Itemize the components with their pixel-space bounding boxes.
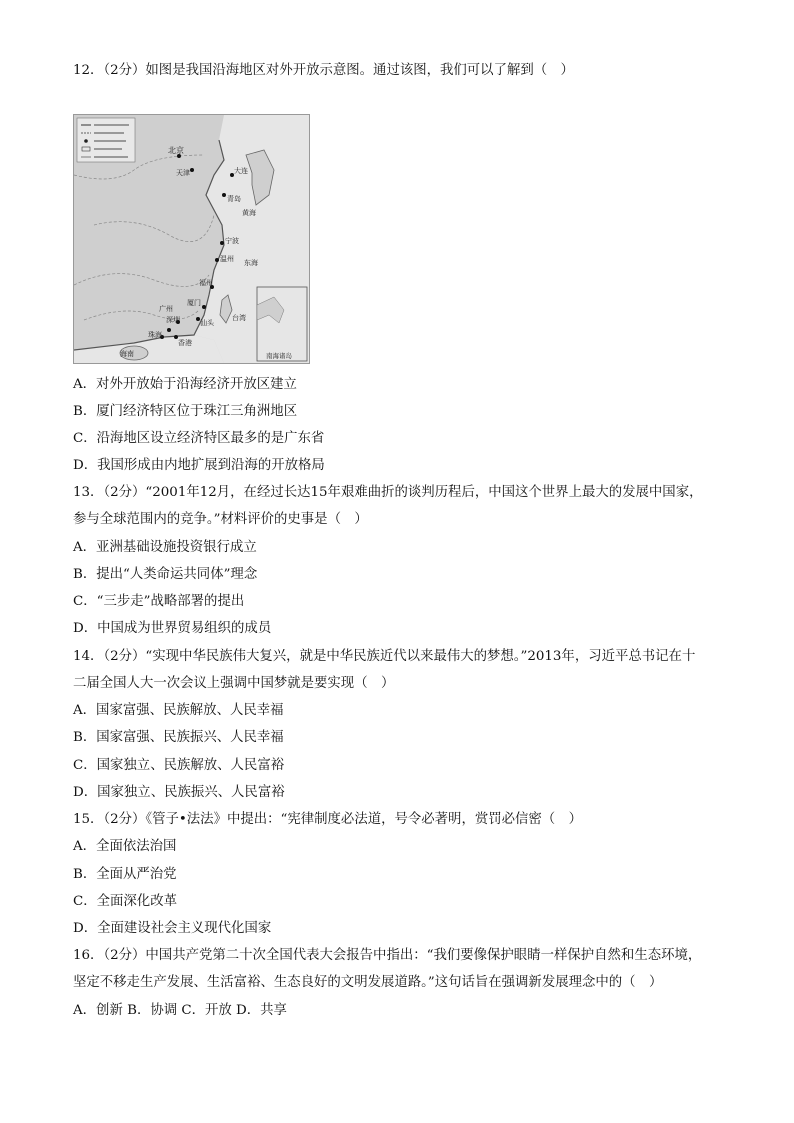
q14-option-c: C．国家独立、民族解放、人民富裕 <box>73 758 285 773</box>
city-label-hongkong: 香港 <box>178 339 192 347</box>
q15-stem: 15．（2分）《管子•法法》中提出：“宪律制度必法道，号令必著明，赏罚必信密（ ） <box>73 812 582 827</box>
q13-option-d: D．中国成为世界贸易组织的成员 <box>73 621 272 636</box>
q14-option-a: A．国家富强、民族解放、人民幸福 <box>73 703 284 718</box>
sea-label-yellow: 黄海 <box>242 209 256 217</box>
map-graphic <box>74 115 309 363</box>
q15-option-c: C．全面深化改革 <box>73 894 177 909</box>
city-label-shantou: 汕头 <box>200 319 214 327</box>
q15-option-a: A．全面依法治国 <box>73 839 177 854</box>
q13-stem-line2: 参与全球范围内的竞争。”材料评价的史事是（ ） <box>73 512 368 527</box>
q12-stem: 12．（2分）如图是我国沿海地区对外开放示意图。通过该图，我们可以了解到（ ） <box>73 63 574 78</box>
city-label-fuzhou: 福州 <box>199 279 213 287</box>
q16-stem-line2: 坚定不移走生产发展、生活富裕、生态良好的文明发展道路。”这句话旨在强调新发展理念中的（ ） <box>73 975 663 990</box>
q12-option-a: A．对外开放始于沿海经济开放区建立 <box>73 377 297 392</box>
q15-option-d: D．全面建设社会主义现代化国家 <box>73 921 272 936</box>
q12-option-d: D．我国形成由内地扩展到沿海的开放格局 <box>73 458 325 473</box>
sea-label-east: 东海 <box>244 259 258 267</box>
q13-option-c: C．“三步走”战略部署的提出 <box>73 594 245 609</box>
city-label-tianjin: 天津 <box>176 169 190 177</box>
q15-option-b: B．全面从严治党 <box>73 867 177 882</box>
q13-stem-line1: 13．（2分）“2001年12月，在经过长达15年艰难曲折的谈判历程后，中国这个世界上最大的发展中国家， <box>73 485 703 500</box>
q12-option-b: B．厦门经济特区位于珠江三角洲地区 <box>73 404 298 419</box>
city-label-wenzhou: 温州 <box>220 255 234 263</box>
q16-stem-line1: 16．（2分）中国共产党第二十次全国代表大会报告中指出：“我们要像保护眼睛一样保护自然和生态环境， <box>73 948 702 963</box>
island-label-taiwan: 台湾 <box>232 314 246 322</box>
inset-label-south-sea: 南海诸岛 <box>266 352 292 360</box>
q16-options: A．创新 B．协调 C．开放 D．共享 <box>73 1003 287 1018</box>
city-label-shenzhen: 深圳 <box>166 316 180 324</box>
q14-stem-line2: 二届全国人大一次会议上强调中国梦就是要实现（ ） <box>73 676 395 691</box>
coastal-opening-map <box>73 114 310 364</box>
q13-option-a: A．亚洲基础设施投资银行成立 <box>73 540 257 555</box>
city-label-zhuhai: 珠海 <box>148 331 162 339</box>
city-label-dalian: 大连 <box>234 167 248 175</box>
city-label-beijing: 北京 <box>168 146 184 155</box>
city-label-ningbo: 宁波 <box>225 237 239 245</box>
city-label-xiamen: 厦门 <box>187 299 201 307</box>
city-label-guangzhou: 广州 <box>159 305 173 313</box>
q13-option-b: B．提出“人类命运共同体”理念 <box>73 567 258 582</box>
city-label-qingdao: 青岛 <box>227 195 241 203</box>
q12-option-c: C．沿海地区设立经济特区最多的是广东省 <box>73 431 325 446</box>
q14-stem-line1: 14．（2分）“实现中华民族伟大复兴，就是中华民族近代以来最伟大的梦想。”2013年，习近平总书记在十 <box>73 649 696 664</box>
q14-option-b: B．国家富强、民族振兴、人民幸福 <box>73 730 284 745</box>
city-label-hainan: 海南 <box>120 350 134 358</box>
q14-option-d: D．国家独立、民族振兴、人民富裕 <box>73 785 285 800</box>
